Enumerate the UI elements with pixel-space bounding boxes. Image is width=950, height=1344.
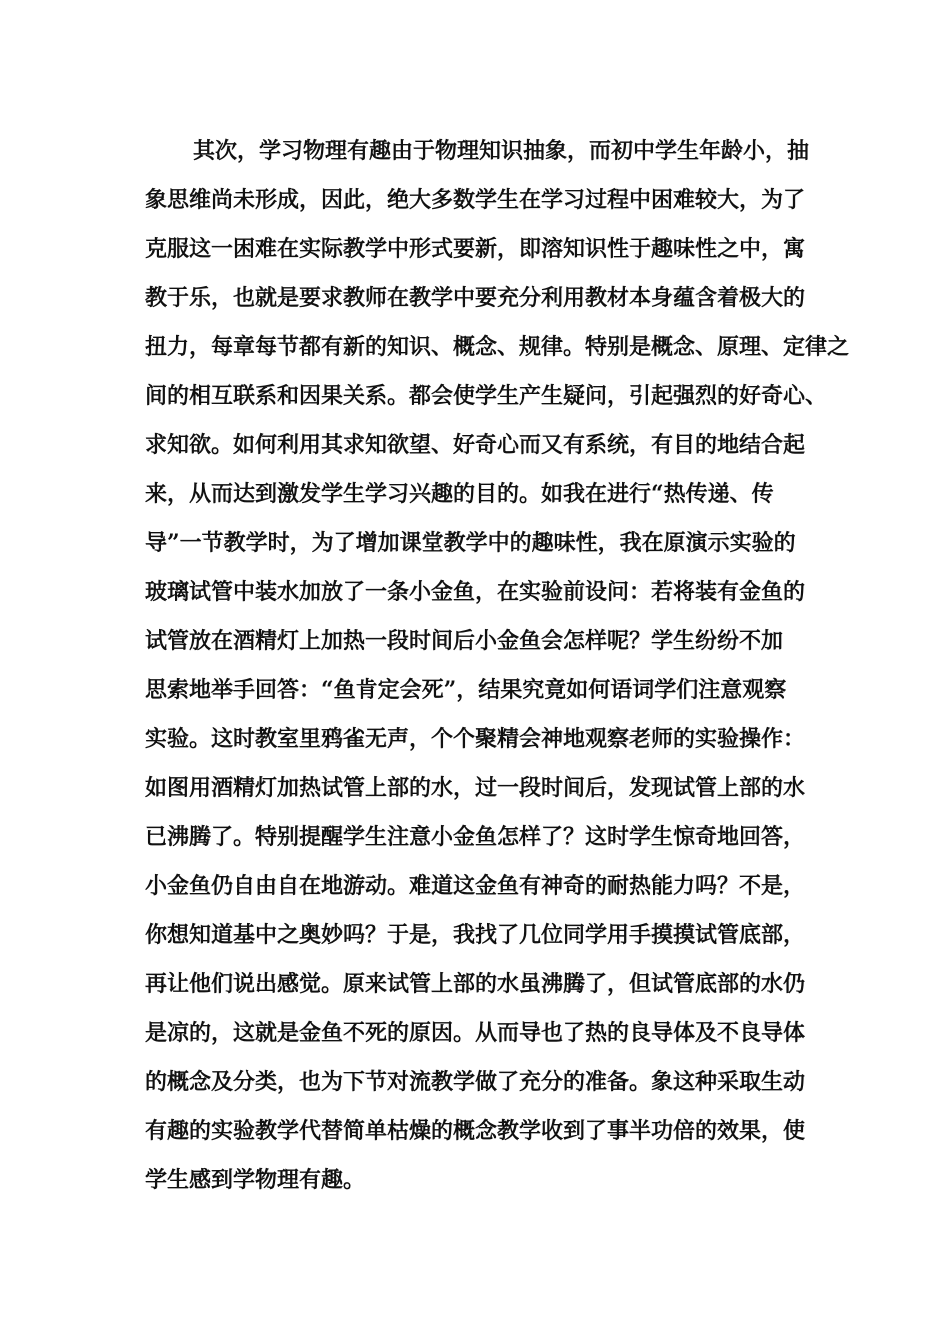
paragraph-line: 象思维尚未形成，因此，绝大多数学生在学习过程中困难较大，为了	[145, 187, 806, 213]
paragraph-line: 扭力，每章每节都有新的知识、概念、规律。特别是概念、原理、定律之	[145, 334, 850, 360]
paragraph-line: 再让他们说出感觉。原来试管上部的水虽沸腾了，但试管底部的水仍	[145, 971, 806, 997]
paragraph-line: 如图用酒精灯加热试管上部的水，过一段时间后，发现试管上部的水	[145, 775, 806, 801]
paragraph-line: 导”一节教学时，为了增加课堂教学中的趣味性，我在原演示实验的	[145, 530, 796, 556]
paragraph-line: 有趣的实验教学代替简单枯燥的概念教学收到了事半功倍的效果，使	[145, 1118, 806, 1144]
paragraph-line: 试管放在酒精灯上加热一段时间后小金鱼会怎样呢？学生纷纷不加	[145, 628, 784, 654]
paragraph-line: 学生感到学物理有趣。	[145, 1167, 366, 1193]
paragraph-line: 思索地举手回答：“鱼肯定会死”，结果究竟如何语词学们注意观察	[145, 677, 787, 703]
paragraph-line: 小金鱼仍自由自在地游动。难道这金鱼有神奇的耐热能力吗？不是，	[145, 873, 806, 899]
paragraph-line: 你想知道基中之奥妙吗？于是，我找了几位同学用手摸摸试管底部，	[145, 922, 806, 948]
paragraph-line: 来，从而达到激发学生学习兴趣的目的。如我在进行“热传递、传	[145, 481, 774, 507]
paragraph-line: 其次，学习物理有趣由于物理知识抽象，而初中学生年龄小，抽	[193, 138, 810, 164]
paragraph-line: 玻璃试管中装水加放了一条小金鱼，在实验前设问：若将装有金鱼的	[145, 579, 806, 605]
paragraph-line: 是凉的，这就是金鱼不死的原因。从而导也了热的良导体及不良导体	[145, 1020, 806, 1046]
paragraph-line: 已沸腾了。特别提醒学生注意小金鱼怎样了？这时学生惊奇地回答，	[145, 824, 806, 850]
paragraph-line: 求知欲。如何利用其求知欲望、好奇心而又有系统，有目的地结合起	[145, 432, 806, 458]
paragraph-line: 教于乐，也就是要求教师在教学中要充分利用教材本身蕴含着极大的	[145, 285, 806, 311]
paragraph-line: 间的相互联系和因果关系。都会使学生产生疑问，引起强烈的好奇心、	[145, 383, 828, 409]
paragraph-line: 实验。这时教室里鸦雀无声，个个聚精会神地观察老师的实验操作：	[145, 726, 806, 752]
paragraph-line: 克服这一困难在实际教学中形式要新，即溶知识性于趣味性之中，寓	[145, 236, 806, 262]
paragraph-line: 的概念及分类，也为下节对流教学做了充分的准备。象这种采取生动	[145, 1069, 806, 1095]
